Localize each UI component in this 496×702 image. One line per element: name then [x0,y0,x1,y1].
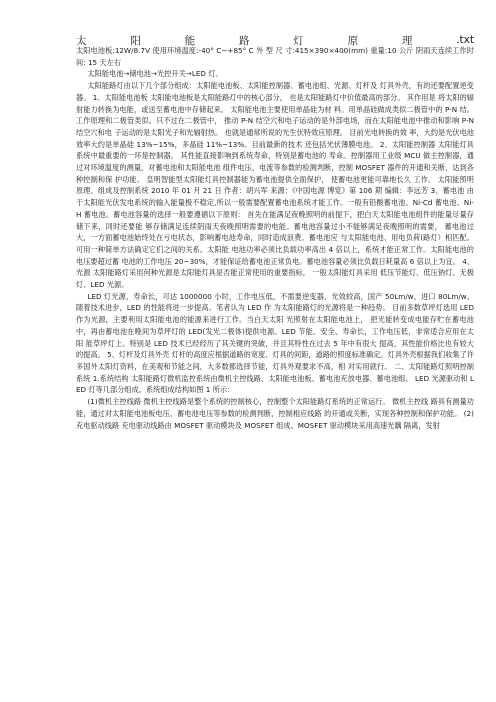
title-char: 太 [76,34,87,47]
paragraph-flow: 太阳能电池→储电池→光控开关→LED 灯。 [87,69,223,79]
title-char: 灯 [293,34,304,47]
title-char: 理 [401,34,413,47]
paragraph-led-and-system: LED 灯光源，寿命长，可达 1000000 小时，工作电压低，不需要逆变器，光效较高，国产 50Lm/w，进口 80Lm/w。随着技术进步，LED 的性能将进一步提高。笔者认为 LED 作 为太阳能路灯的光源将是一种趋势。 目前多数草坪灯选用 LED 作为光源，主要利用太阳能电池的能源来进行工作。当白天太阳 光照射在太阳能电池上， 把光能转变成电能存贮在蓄电池中，再由蓄电池在晚间为草坪灯的 LED(发光二极体)提供电源。LED 节能、安全、寿命长，工作电压低，非常适合应用在太阳 能草坪灯上。特别是 LED 技术已经经历了其关键的突破，并且其特性在过去 5 年中有很大 提高，其性能价格比也有较大的提高。 5、灯杆及灯具外壳 灯杆的高度应根据道路的宽度、灯具的间距，道路的照度标准确定。灯具外壳根据我们收集了许多国外太阳灯资料，在美观和节能之间，大多数都选择节能，灯具外观要求不高，相 对实用就行。 二、太阳能路灯照明控制系统 1.系统结构 太阳能路灯微机监控系统由微机主控线路、太阳能电池板、蓄电池充放电器、蓄电池组、 LED 光源驱动和 LED 灯等几部分组成。系统组成结构如图 1 所示： [76,291,474,395]
title-char: 阳 [130,34,141,47]
document-body [76,45,474,431]
title-char: 原 [347,34,359,47]
paragraph-components: 太阳能路灯由以下几个部分组成：太阳能电池板、太阳能控制器、蓄电池组、光源、灯杆及 灯具外壳，有的还要配置逆变器。 1、太阳能电池板 太阳能电池板是太阳能路灯中的核心部分， 也是太阳能路灯中价值最高的部分。 其作用是 将太阳的辐射能力转换为电能，或送至蓄电池中存储起来。 太阳能电池主要使用单晶硅为材 料。用单晶硅做成类似二极管中的 P-N 结。工作原理和二极管类似。只不过在二极管中， 推动 P-N 结空穴和电子运动的是外部电场，而在太阳能电池中推动和影响 P-N 结空穴和电 子运动的是太阳光子和光辐射热。 也就是通常所说的光生伏特效应原理。 目前光电转换的效 率，大约是光伏电池效率大约是单晶硅 13%~15%，多晶硅 11%~13%。目前最新的技术 还包括光伏薄膜电池。 2、太阳能控制器 太阳能灯具系统中最重要的一环是控制器， 其性能直接影响到系统寿命，特别是蓄电池的 寿命。控制器用工业级 MCU 做主控制器，通过对环境温度的测量，对蓄电池和太阳能电池 组件电压、电流等参数的检测判断，控制 MOSFET 器件的开通和关断，达到各种控制和保 护功能。 皇明智能型太阳能灯具控制器能为蓄电池提供全面保护， 使蓄电池更能可靠地长久 工作。 太阳能照明原理、组成及控制系统 2010 年 01 月 21 日 作者：胡兴军 来源：《中国电源 博览》第 106 期 编辑：李远芳 3、蓄电池 由于太阳能光伏发电系统的输入能量极不稳定,所以一般需要配置蓄电池系统才能工作。一般有铅酸蓄电池、Ni-Cd 蓄电池、Ni-H 蓄电池。蓄电池容量的选择一般要遵循以下原则： 首先在能满足夜晚照明的前提下，把白天太阳能电池组件的能量尽量存储下来，同时还要能 够存储满足连续阴雨天夜晚照明需要的电能。蓄电池容量过小不能够满足夜晚照明的需要， 蓄电池过大，一方面蓄电池始终处在亏电状态，影响蓄电池寿命，同时造成浪费。蓄电池应 与太阳能电池、用电负荷(路灯）相匹配。可用一种简单方法确定它们之间的关系。太阳能 电池功率必须比负载功率高出 4 倍以上，系统才能正常工作。太阳能电池的电压要超过蓄 电池的工作电压 20~30%，才能保证给蓄电池正常负电。蓄电池容量必须比负载日耗量高 6 倍以上为宜。 4、光源 太阳能路灯采用何种光源是太阳能灯具是否能正常使用的重要指标， 一般太阳能灯具采用 低压节能灯、低压钠灯、无极灯、LED 光源。 [76,81,474,290]
title-char: 路 [238,34,250,47]
title-extension: .txt [456,34,474,46]
paragraph-specs: 太阳电池板:12W/8.7V 使用环境温度:-40° C~+85° C 外 型 尺 寸:415×390×400(mm) 重量:10 公斤 阴雨天连续工作时间: 15 天左右 [76,46,474,67]
title-char: 能 [184,34,196,47]
paragraph-control-circuit: (1)微机主控线路 微机主控线路是整个系统的控制核心，控制整个太阳能路灯系统的正常运行。 微机主控线 路具有测量功能，通过对太阳能电池板电压、蓄电池电压等参数的检测判断，控制相应线路 的开通或关断，实现各种控制和保护功能。 (2)充电驱动线路 充电驱动线路由 MOSFET 驱动模块及 MOSFET 组成。MOSFET 驱动模块采用高速光藕 隔离，发射 [76,397,474,430]
